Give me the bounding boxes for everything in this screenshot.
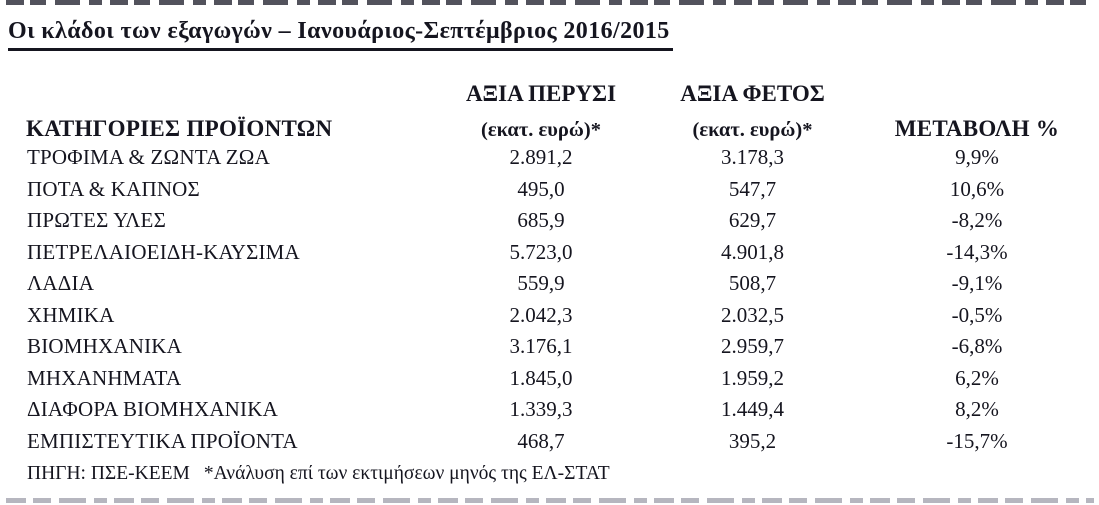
cell-category: ΜΗΧΑΝΗΜΑΤΑ [27,365,182,390]
cell-category: ΠΕΤΡΕΛΑΙΟΕΙΔΗ-ΚΑΥΣΙΜΑ [27,239,300,264]
cell-change: 10,6% [949,176,1005,201]
cell-category: ΠΟΤΑ & ΚΑΠΝΟΣ [27,176,200,201]
cell-value-this-year: 3.178,3 [721,145,784,170]
cell-change: -15,7% [946,428,1008,453]
cell-category: ΠΡΩΤΕΣ ΥΛΕΣ [27,208,166,233]
column-header-value-last-year: ΑΞΙΑ ΠΕΡΥΣΙ [465,81,617,106]
table-source-row [0,457,1099,490]
cell-value-last-year: 495,0 [517,176,565,201]
column-header-value-this-year: ΑΞΙΑ ΦΕΤΟΣ [680,81,825,106]
cell-value-this-year: 2.032,5 [721,302,784,327]
cell-value-last-year: 5.723,0 [509,239,573,264]
header-spacer [0,71,432,107]
source-label: ΠΗΓΗ: ΠΣΕ-ΚΕΕΜ [27,462,190,484]
clipped-text-line-top [6,0,1094,5]
cell-change: 9,9% [955,145,999,170]
table-row [0,268,1099,300]
cell-value-last-year: 2.891,2 [509,145,573,170]
exports-table [0,71,1099,490]
cell-category: ΕΜΠΙΣΤΕΥΤΙΚΑ ΠΡΟΪΟΝΤΑ [27,428,298,453]
column-header-unit-this-year: (εκατ. ευρώ)* [692,119,813,141]
table-row [0,331,1099,363]
cell-category: ΛΑΔΙΑ [27,271,95,296]
cell-value-this-year: 508,7 [728,271,777,296]
header-spacer [855,71,1099,107]
table-row [0,205,1099,237]
cell-value-this-year: 395,2 [728,428,777,453]
cell-value-last-year: 468,7 [517,428,565,453]
clipped-text-line-bottom [6,498,1094,503]
cell-change: -6,8% [951,334,1003,359]
cell-change: -0,5% [951,302,1003,327]
cell-value-this-year: 547,7 [728,176,777,201]
cell-value-this-year: 629,7 [728,208,777,233]
cell-value-last-year: 559,9 [517,271,565,296]
column-header-change: ΜΕΤΑΒΟΛΗ % [894,116,1060,141]
cell-change: -8,2% [951,208,1003,233]
table-row [0,174,1099,206]
table-row [0,300,1099,332]
cell-change: -14,3% [946,239,1008,264]
cell-category: ΤΡΟΦΙΜΑ & ΖΩΝΤΑ ΖΩΑ [27,145,270,170]
table-row [0,142,1099,174]
cell-change: 6,2% [955,365,999,390]
cell-value-this-year: 2.959,7 [721,334,784,359]
table-row [0,237,1099,269]
cell-value-last-year: 1.845,0 [509,365,573,390]
table-row [0,394,1099,426]
table-header-row-2 [0,107,1099,142]
page-title: Οι κλάδοι των εξαγωγών – Ιανουάριος-Σεπτέμβριος 2016/2015 [8,16,673,51]
cell-value-last-year: 685,9 [517,208,565,233]
column-header-unit-last-year: (εκατ. ευρώ)* [481,119,601,141]
source-footnote: *Ανάλυση επί των εκτιμήσεων μηνός της ΕΛ-ΣΤΑΤ [203,462,610,484]
column-header-category: ΚΑΤΗΓΟΡΙΕΣ ΠΡΟΪΟΝΤΩΝ [26,116,333,141]
cell-value-last-year: 2.042,3 [509,302,573,327]
cell-value-this-year: 1.449,4 [721,397,784,422]
source-cell [0,457,1099,490]
cell-change: 8,2% [955,397,999,422]
table-row [0,363,1099,395]
cell-change: -9,1% [951,271,1003,296]
cell-value-last-year: 1.339,3 [509,397,573,422]
cell-category: ΔΙΑΦΟΡΑ ΒΙΟΜΗΧΑΝΙΚΑ [27,397,278,422]
cell-value-this-year: 4.901,8 [721,239,784,264]
cell-value-this-year: 1.959,2 [721,365,784,390]
cell-category: ΧΗΜΙΚΑ [27,302,115,327]
table-header-row-1 [0,71,1099,107]
cell-category: ΒΙΟΜΗΧΑΝΙΚΑ [27,334,183,359]
cell-value-last-year: 3.176,1 [509,334,573,359]
table-row [0,426,1099,458]
